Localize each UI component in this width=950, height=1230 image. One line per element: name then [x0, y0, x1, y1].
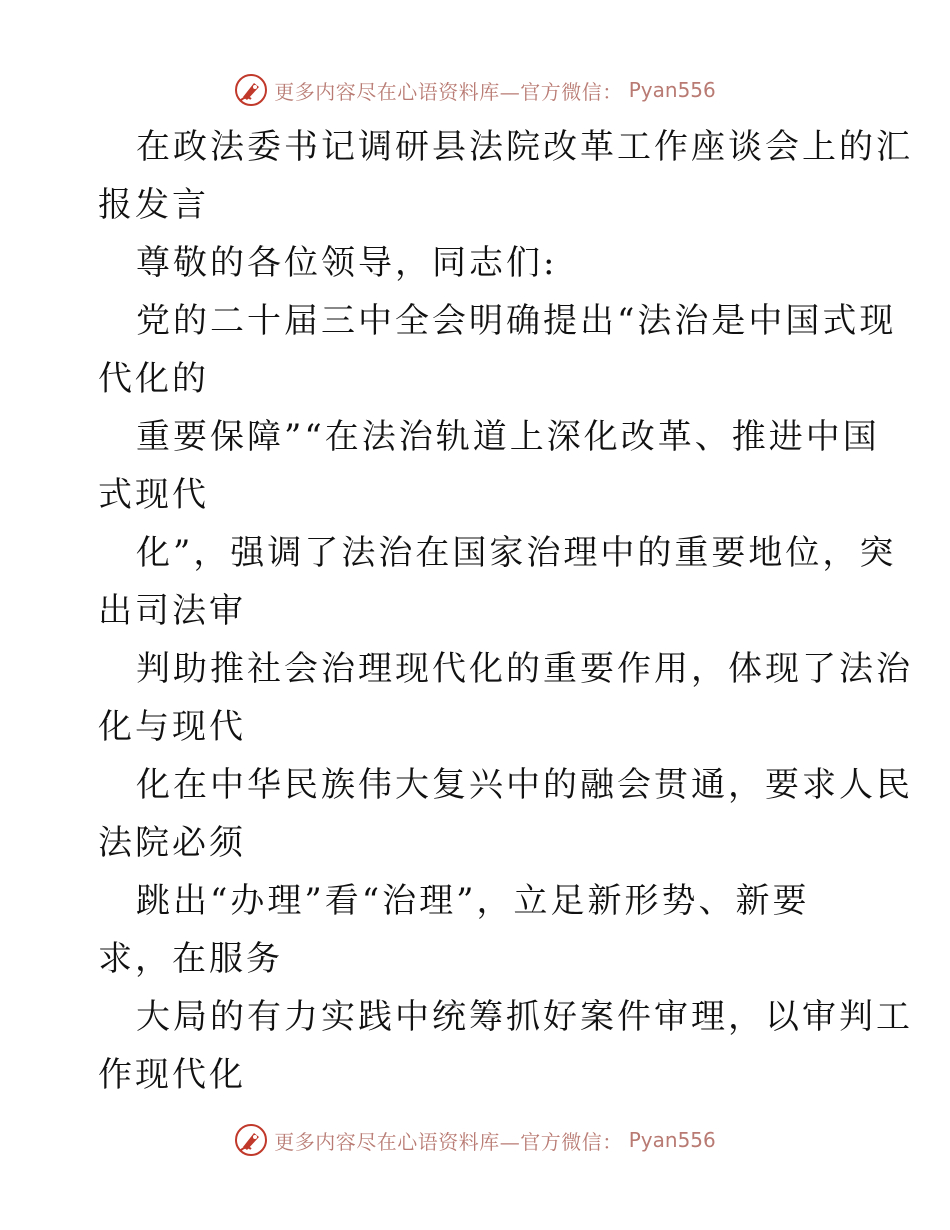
document-body — [98, 118, 913, 1104]
document-title-line-2: 报发言 — [98, 185, 209, 225]
footer-brand-text: 更多内容尽在心语资料库—官方微信： — [274, 1129, 623, 1154]
pen-nib-logo-icon — [234, 1123, 268, 1157]
document-title-line-1: 在政法委书记调研县法院改革工作座谈会上的汇 — [136, 127, 913, 167]
paragraph-line: 化”，强调了法治在国家治理中的重要地位，突 — [136, 533, 897, 573]
header-contact-id: Pyan556 — [628, 78, 716, 102]
footer-banner — [0, 1120, 950, 1160]
paragraph-line: 求，在服务 — [98, 939, 283, 979]
paragraph-line: 化与现代 — [98, 707, 246, 747]
header-brand-text: 更多内容尽在心语资料库—官方微信： — [274, 79, 623, 104]
paragraph-line: 跳出“办理”看“治理”，立足新形势、新要 — [136, 881, 810, 921]
paragraph-line: 判助推社会治理现代化的重要作用，体现了法治 — [136, 649, 913, 689]
paragraph-line: 代化的 — [98, 359, 209, 399]
paragraph-line: 作现代化 — [98, 1055, 246, 1095]
header-banner — [0, 70, 950, 110]
salutation: 尊敬的各位领导，同志们: — [136, 243, 558, 283]
paragraph-line: 式现代 — [98, 475, 209, 515]
paragraph-line: 党的二十届三中全会明确提出“法治是中国式现 — [136, 301, 897, 341]
paragraph-line: 重要保障”“在法治轨道上深化改革、推进中国 — [136, 417, 880, 457]
paragraph-line: 出司法审 — [98, 591, 246, 631]
pen-nib-logo-icon — [234, 73, 268, 107]
paragraph-line: 法院必须 — [98, 823, 246, 863]
paragraph-line: 化在中华民族伟大复兴中的融会贯通，要求人民 — [136, 765, 913, 805]
paragraph-line: 大局的有力实践中统筹抓好案件审理，以审判工 — [136, 997, 913, 1037]
footer-contact-id: Pyan556 — [628, 1128, 716, 1152]
